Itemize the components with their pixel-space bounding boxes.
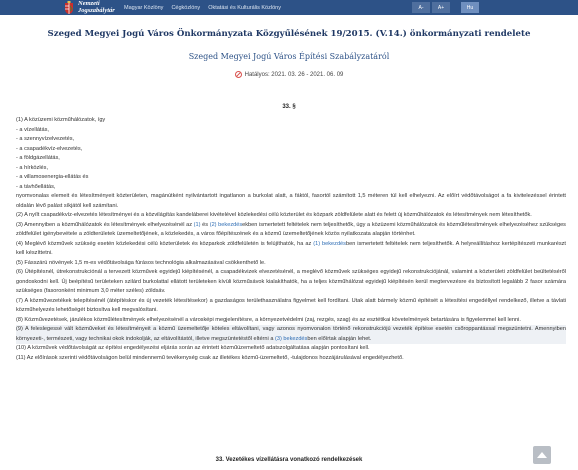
link-bekezdes-1b[interactable]: (1) bekezdés	[313, 240, 346, 247]
language-button[interactable]: Hu	[461, 2, 479, 13]
paragraph-3-text-a: (3) Amennyiben a közműhálózatok és létesítmények elhelyezésénél az	[16, 221, 194, 228]
coat-of-arms-icon	[64, 1, 74, 14]
paragraph-2: (2) A nyílt csapadékvíz-elvezetés létesítményei és a közvilágítás kandeláberei kivételével közlekedési célú közterület és közpark zöldfelülete alatt és felett új közműhálózatok és létesítmények nem létesíthetők.	[16, 212, 532, 218]
link-bekezdes-1[interactable]: (1)	[193, 221, 201, 228]
list-item: - a szennyvízelvezetés,	[16, 136, 75, 142]
font-size-controls	[412, 2, 452, 13]
list-item: - a távhőellátás,	[16, 183, 56, 190]
nav-oktatasi-kozlony[interactable]: Oktatási és Kulturális Közlöny	[208, 4, 281, 11]
list-item: - a földgázellátás,	[16, 155, 60, 161]
paragraph-4-text-b: ben ismertetett feltételek nem teljesíthetők. A helyreállításhoz kertépítészeti munkarészt kell készíttetni.	[16, 240, 566, 256]
font-increase-button[interactable]: A+	[432, 2, 450, 13]
site-logo[interactable]	[64, 0, 115, 15]
section-heading: 33. §	[282, 104, 296, 110]
list-item: - a villamosenergia-ellátás és	[16, 174, 89, 180]
paragraph-7: (7) A közművezetékek telepítésénél (átépítéskor és új vezeték létesítésekor) a gazdaságos területhasználatra figyelmet kell fordítani. Utak alatt bármely közmű építését a létesítési engedéllyel rendelkező, illetve a távlati közműhelyezés lehetőségét biztosítva kell megvalósítani.	[16, 297, 566, 313]
paragraph-8: (8) Közművezetések, járulékos közműlétesítmények elhelyezésénél a városképi megjelenítésre, a környezetvédelmi (zaj, rezgés, szag) és az esztétikai követelmények betartására is figyelemmel kell lenni.	[16, 316, 521, 323]
paragraph-1-body: nyomvonalas elemeit és létesítményeit közterületen, magánútként nyilvántartott ingatlanon a burkolat alatt, a fáktól, fasortól számított 1,5 méteren túl kell elhelyezni. Az előírt védőtávolságot a fa kivitelezéssel érintett oldalán lévő palást síkjától kell számítani.	[16, 193, 566, 209]
paragraph-9-text-b: ben előírtak alapján lehet.	[307, 335, 372, 342]
paragraph-4	[16, 240, 566, 259]
document-subtitle: Szeged Megyei Jogú Város Építési Szabályzatáról	[188, 52, 390, 61]
paragraph-10: (10) A közművek védőtávolságát az építési engedélyezési eljárás során az érintett közműüzemeltető adatszolgáltatása alapján pontosítani kell.	[16, 345, 370, 351]
section-body	[16, 116, 566, 363]
nav-cegkozlony[interactable]: Cégközlöny	[171, 4, 201, 11]
paragraph-3	[16, 221, 566, 240]
top-navbar	[0, 0, 578, 15]
link-bekezdes-2[interactable]: (2) bekezdés	[209, 221, 243, 228]
paragraph-9-text-a: (9) A feleslegessé vált közműveket és létesítményeit a közmű üzemeltetője köteles eltávolítani, vagy azonos nyomvonalon történő rekonstrukciójú vezeték építése esetén csőroppantással megszüntetni. Amennyiben környezeti-, természeti, vagy technikai okok indokolják, az eltávolítástól, illetve megszüntetéstől eltérni a	[16, 326, 566, 342]
brand-line-1: Nemzeti	[78, 0, 100, 7]
brand-line-2: Jogszabálytár	[78, 6, 115, 14]
paragraph-5: (5) Fásszárú növények 1,5 m-es védőtávolsága fúrásos technológia alkalmazásával csökkenthető le.	[16, 259, 266, 266]
paragraph-1-intro: (1) A közüzemi közműhálózatok, így	[16, 117, 106, 123]
document-title: Szeged Megyei Jogú Város Önkormányzata Közgyűlésének 19/2015. (V.14.) önkormányzati rendelete	[47, 29, 531, 39]
list-item: - a hírközlés,	[16, 164, 49, 171]
nav-magyar-kozlony[interactable]: Magyar Közlöny	[124, 4, 164, 11]
paragraph-4-text-a: (4) Meglévő közművek szükség esetén közlekedési célú közterületek és közparkok zöldfelületén is felújíthatók, ha az	[16, 240, 314, 247]
paragraph-9-highlighted	[16, 325, 566, 344]
scroll-to-top-button[interactable]	[533, 446, 551, 464]
validity-info	[0, 71, 578, 78]
main-nav	[124, 0, 289, 15]
validity-text: Hatályos: 2021. 03. 26 - 2021. 06. 09	[244, 71, 344, 78]
paragraph-6: (6) Útépítésnél, útrekonstrukciónál a tervezett közművek egyidejű kiépítésénél, a csapadékvizek elvezetésénél, a meglévő közművek szükséges egyidejű rekonstrukciójánál, valamint a közterületi zöldfelület beültetéséről gondoskodni kell. Új beépítésű területeken szilárd burkolattal ellátott területeken kívüli közműsávok kialakíthatók, ha a teljes közműhálózat egyidejű kiépítésén kerül megtervezésre és biztosított legalább 2 fasor számára szükséges (fasoronként minimum 3,0 méter széles) zöldsáv.	[16, 269, 566, 294]
link-bekezdes-3[interactable]: (3) bekezdés	[275, 335, 308, 342]
ban-icon	[235, 71, 242, 78]
font-decrease-button[interactable]: A-	[412, 2, 430, 13]
paragraph-11: (11) Az előírások szerinti védőtávolságon belül mindennemű tevékenység csak az illetékes közmű-üzemeltető, -tulajdonos hozzájárulásával engedélyezhető.	[16, 354, 404, 361]
paragraph-3-text-b: és	[200, 221, 210, 228]
paragraph-3-text-c: ekben ismertetett feltételek nem teljesíthetők, úgy a közüzemi közműhálózatok és közműlétesítmények elhelyezéséhez szükséges zöldfelület igénybevétele a zöldterületek üzemeltetőjének, a közlekedés, a város főépítészének és a közmű üzemeltetőjének közös nyilatkozata alapján történhet.	[16, 221, 566, 237]
next-section-heading: 33. Vezetékes vízellátásra vonatkozó rendelkezések	[215, 457, 363, 463]
list-item: - a csapadékvíz-elvezetés,	[16, 145, 83, 152]
list-item: - a vízellátás,	[16, 126, 49, 133]
